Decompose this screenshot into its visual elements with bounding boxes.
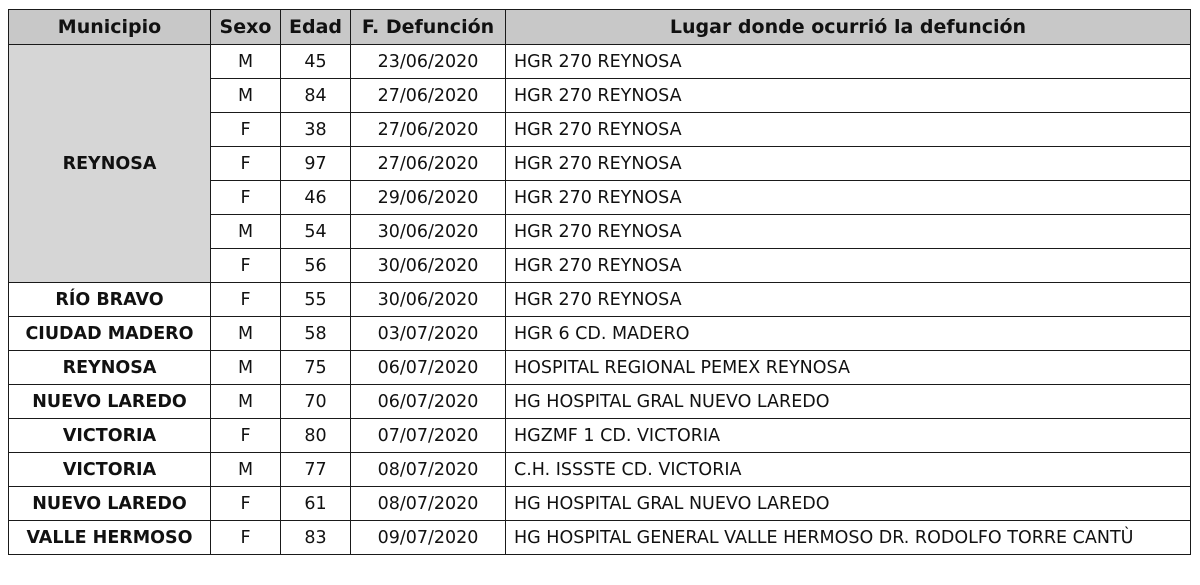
cell-municipio: NUEVO LAREDO: [9, 385, 211, 419]
cell-edad: 75: [281, 351, 351, 385]
cell-fecha: 07/07/2020: [351, 419, 506, 453]
cell-lugar: HGR 270 REYNOSA: [506, 79, 1191, 113]
table-row: [9, 45, 1191, 79]
deaths-table-container: [8, 9, 1191, 555]
cell-edad: 55: [281, 283, 351, 317]
cell-fecha: 29/06/2020: [351, 181, 506, 215]
cell-fecha: 06/07/2020: [351, 385, 506, 419]
cell-sexo: F: [211, 521, 281, 555]
cell-sexo: F: [211, 419, 281, 453]
cell-sexo: F: [211, 113, 281, 147]
cell-sexo: F: [211, 249, 281, 283]
cell-edad: 45: [281, 45, 351, 79]
cell-fecha: 27/06/2020: [351, 113, 506, 147]
cell-fecha: 27/06/2020: [351, 79, 506, 113]
header-municipio: Municipio: [9, 10, 211, 45]
cell-lugar: HGZMF 1 CD. VICTORIA: [506, 419, 1191, 453]
cell-lugar: HGR 270 REYNOSA: [506, 283, 1191, 317]
cell-edad: 84: [281, 79, 351, 113]
table-row: [9, 453, 1191, 487]
cell-sexo: M: [211, 79, 281, 113]
header-row: [9, 10, 1191, 45]
cell-lugar: HGR 6 CD. MADERO: [506, 317, 1191, 351]
cell-edad: 38: [281, 113, 351, 147]
cell-sexo: M: [211, 385, 281, 419]
cell-lugar: HGR 270 REYNOSA: [506, 147, 1191, 181]
cell-fecha: 08/07/2020: [351, 453, 506, 487]
cell-lugar: HG HOSPITAL GRAL NUEVO LAREDO: [506, 487, 1191, 521]
cell-edad: 61: [281, 487, 351, 521]
cell-fecha: 08/07/2020: [351, 487, 506, 521]
cell-sexo: M: [211, 45, 281, 79]
table-row: [9, 521, 1191, 555]
cell-fecha: 30/06/2020: [351, 215, 506, 249]
deaths-table: [8, 9, 1191, 555]
cell-sexo: M: [211, 317, 281, 351]
cell-edad: 83: [281, 521, 351, 555]
cell-lugar: HG HOSPITAL GRAL NUEVO LAREDO: [506, 385, 1191, 419]
header-sexo: Sexo: [211, 10, 281, 45]
cell-edad: 46: [281, 181, 351, 215]
cell-sexo: M: [211, 453, 281, 487]
header-fecha: F. Defunción: [351, 10, 506, 45]
cell-fecha: 23/06/2020: [351, 45, 506, 79]
table-row: [9, 351, 1191, 385]
cell-edad: 97: [281, 147, 351, 181]
cell-municipio: CIUDAD MADERO: [9, 317, 211, 351]
cell-lugar: HGR 270 REYNOSA: [506, 113, 1191, 147]
cell-edad: 56: [281, 249, 351, 283]
cell-sexo: M: [211, 351, 281, 385]
table-row: [9, 487, 1191, 521]
cell-fecha: 06/07/2020: [351, 351, 506, 385]
cell-sexo: F: [211, 487, 281, 521]
header-lugar: Lugar donde ocurrió la defunción: [506, 10, 1191, 45]
cell-lugar: HOSPITAL REGIONAL PEMEX REYNOSA: [506, 351, 1191, 385]
table-row: [9, 419, 1191, 453]
table-row: [9, 283, 1191, 317]
cell-edad: 80: [281, 419, 351, 453]
cell-municipio: NUEVO LAREDO: [9, 487, 211, 521]
header-edad: Edad: [281, 10, 351, 45]
cell-municipio: REYNOSA: [9, 45, 211, 283]
cell-sexo: F: [211, 283, 281, 317]
cell-lugar: C.H. ISSSTE CD. VICTORIA: [506, 453, 1191, 487]
table-body: [9, 45, 1191, 555]
cell-edad: 77: [281, 453, 351, 487]
cell-municipio: RÍO BRAVO: [9, 283, 211, 317]
cell-lugar: HGR 270 REYNOSA: [506, 181, 1191, 215]
cell-fecha: 09/07/2020: [351, 521, 506, 555]
cell-lugar: HGR 270 REYNOSA: [506, 215, 1191, 249]
cell-municipio: VALLE HERMOSO: [9, 521, 211, 555]
cell-lugar: HGR 270 REYNOSA: [506, 45, 1191, 79]
cell-fecha: 30/06/2020: [351, 283, 506, 317]
cell-fecha: 30/06/2020: [351, 249, 506, 283]
cell-edad: 58: [281, 317, 351, 351]
cell-lugar: HGR 270 REYNOSA: [506, 249, 1191, 283]
table-row: [9, 385, 1191, 419]
cell-edad: 54: [281, 215, 351, 249]
table-row: [9, 317, 1191, 351]
cell-sexo: M: [211, 215, 281, 249]
cell-municipio: VICTORIA: [9, 419, 211, 453]
cell-fecha: 03/07/2020: [351, 317, 506, 351]
cell-sexo: F: [211, 147, 281, 181]
cell-lugar: HG HOSPITAL GENERAL VALLE HERMOSO DR. RODOLFO TORRE CANTÙ: [506, 521, 1191, 555]
cell-sexo: F: [211, 181, 281, 215]
cell-edad: 70: [281, 385, 351, 419]
cell-municipio: REYNOSA: [9, 351, 211, 385]
cell-fecha: 27/06/2020: [351, 147, 506, 181]
cell-municipio: VICTORIA: [9, 453, 211, 487]
